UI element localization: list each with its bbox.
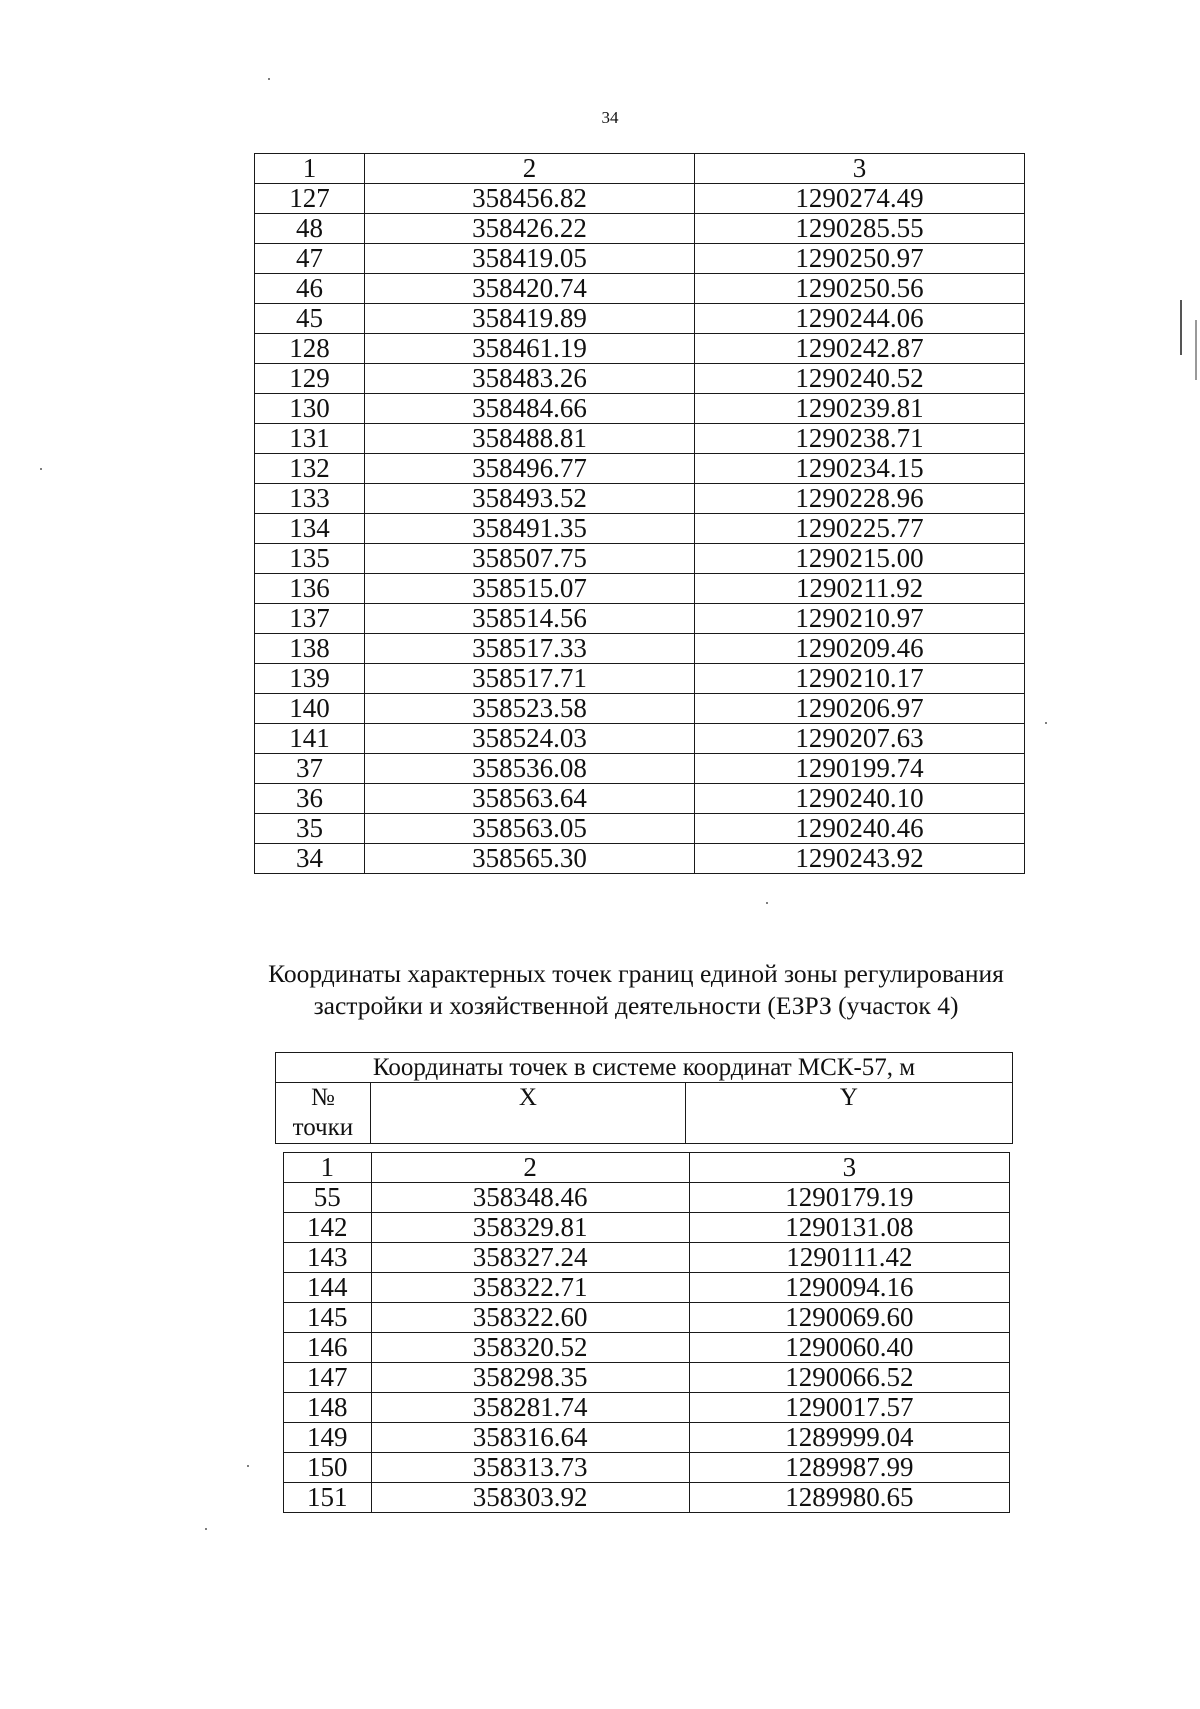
x-axis-header: X (370, 1083, 685, 1144)
y-coordinate-cell: 1289999.04 (689, 1423, 1009, 1453)
table-row (255, 544, 1025, 574)
y-coordinate-cell: 1290250.97 (695, 244, 1025, 274)
y-axis-header: Y (685, 1083, 1012, 1144)
zone-coordinates-table-header (275, 1052, 1013, 1144)
point-number-cell: 34 (255, 844, 365, 874)
table-row (255, 364, 1025, 394)
table-row (255, 574, 1025, 604)
axis-header-row (276, 1083, 1013, 1144)
y-coordinate-cell: 1289987.99 (689, 1453, 1009, 1483)
table-row (284, 1303, 1010, 1333)
table-row (255, 304, 1025, 334)
x-coordinate-cell: 358419.05 (365, 244, 695, 274)
table-row (255, 424, 1025, 454)
y-coordinate-cell: 1290179.19 (689, 1183, 1009, 1213)
point-number-cell: 128 (255, 334, 365, 364)
column-number-row (255, 154, 1025, 184)
y-coordinate-cell: 1290111.42 (689, 1243, 1009, 1273)
table-row (255, 694, 1025, 724)
point-number-cell: 36 (255, 784, 365, 814)
point-number-cell: 151 (284, 1483, 372, 1513)
table-row (284, 1393, 1010, 1423)
point-number-cell: 141 (255, 724, 365, 754)
y-coordinate-cell: 1290228.96 (695, 484, 1025, 514)
x-coordinate-cell: 358316.64 (371, 1423, 689, 1453)
point-number-cell: 47 (255, 244, 365, 274)
table-row (255, 724, 1025, 754)
zone-coordinates-table (283, 1152, 1010, 1513)
page-number: 34 (601, 108, 619, 127)
point-number-word: точки (292, 1114, 354, 1141)
x-coordinate-cell: 358524.03 (365, 724, 695, 754)
y-coordinate-cell: 1290239.81 (695, 394, 1025, 424)
y-coordinate-cell: 1290210.97 (695, 604, 1025, 634)
point-number-cell: 142 (284, 1213, 372, 1243)
x-coordinate-cell: 358517.71 (365, 664, 695, 694)
x-coordinate-cell: 358329.81 (371, 1213, 689, 1243)
x-coordinate-cell: 358419.89 (365, 304, 695, 334)
x-coordinate-cell: 358348.46 (371, 1183, 689, 1213)
x-coordinate-cell: 358536.08 (365, 754, 695, 784)
x-coordinate-cell: 358565.30 (365, 844, 695, 874)
x-coordinate-cell: 358563.64 (365, 784, 695, 814)
scan-speck (40, 468, 42, 470)
scan-speck (247, 1465, 249, 1467)
column-number-cell: 3 (689, 1153, 1009, 1183)
y-coordinate-cell: 1290094.16 (689, 1273, 1009, 1303)
coord-system-title-row (276, 1053, 1013, 1083)
table-row (284, 1483, 1010, 1513)
table-row (255, 634, 1025, 664)
x-coordinate-cell: 358320.52 (371, 1333, 689, 1363)
y-coordinate-cell: 1290250.56 (695, 274, 1025, 304)
column-number-cell: 3 (695, 154, 1025, 184)
y-coordinate-cell: 1290274.49 (695, 184, 1025, 214)
table-row (284, 1183, 1010, 1213)
table-row (255, 184, 1025, 214)
point-number-cell: 137 (255, 604, 365, 634)
y-coordinate-cell: 1290207.63 (695, 724, 1025, 754)
coordinates-table-body (255, 154, 1025, 874)
point-number-cell: 135 (255, 544, 365, 574)
y-coordinate-cell: 1290209.46 (695, 634, 1025, 664)
scan-speck (1045, 722, 1047, 724)
table-row (255, 244, 1025, 274)
y-coordinate-cell: 1290215.00 (695, 544, 1025, 574)
scan-speck (205, 1528, 207, 1530)
x-coordinate-cell: 358322.71 (371, 1273, 689, 1303)
point-number-cell: 146 (284, 1333, 372, 1363)
x-coordinate-cell: 358327.24 (371, 1243, 689, 1273)
table-row (255, 214, 1025, 244)
section-heading (236, 958, 1036, 1022)
scan-speck (1195, 320, 1197, 380)
y-coordinate-cell: 1290240.10 (695, 784, 1025, 814)
column-number-row (284, 1153, 1010, 1183)
y-coordinate-cell: 1290240.46 (695, 814, 1025, 844)
table-row (284, 1363, 1010, 1393)
point-number-cell: 150 (284, 1453, 372, 1483)
y-coordinate-cell: 1290199.74 (695, 754, 1025, 784)
point-number-cell: 149 (284, 1423, 372, 1453)
y-coordinate-cell: 1290131.08 (689, 1213, 1009, 1243)
table-row (284, 1333, 1010, 1363)
table-row (255, 784, 1025, 814)
point-number-cell: 138 (255, 634, 365, 664)
y-coordinate-cell: 1290225.77 (695, 514, 1025, 544)
y-coordinate-cell: 1290210.17 (695, 664, 1025, 694)
y-coordinate-cell: 1290017.57 (689, 1393, 1009, 1423)
y-coordinate-cell: 1290066.52 (689, 1363, 1009, 1393)
y-coordinate-cell: 1290060.40 (689, 1333, 1009, 1363)
y-coordinate-cell: 1290285.55 (695, 214, 1025, 244)
point-number-cell: 136 (255, 574, 365, 604)
x-coordinate-cell: 358426.22 (365, 214, 695, 244)
scan-speck (766, 902, 768, 904)
x-coordinate-cell: 358313.73 (371, 1453, 689, 1483)
point-number-cell: 131 (255, 424, 365, 454)
point-number-cell: 48 (255, 214, 365, 244)
table-row (284, 1213, 1010, 1243)
point-number-cell: 139 (255, 664, 365, 694)
table-row (255, 664, 1025, 694)
x-coordinate-cell: 358303.92 (371, 1483, 689, 1513)
zone-coordinates-table-body (284, 1153, 1010, 1513)
point-number-cell: 55 (284, 1183, 372, 1213)
point-number-cell: 133 (255, 484, 365, 514)
column-number-cell: 1 (255, 154, 365, 184)
column-number-cell: 2 (371, 1153, 689, 1183)
column-number-cell: 2 (365, 154, 695, 184)
table-row (284, 1453, 1010, 1483)
x-coordinate-cell: 358456.82 (365, 184, 695, 214)
y-coordinate-cell: 1290069.60 (689, 1303, 1009, 1333)
table-row (255, 484, 1025, 514)
x-coordinate-cell: 358420.74 (365, 274, 695, 304)
scan-speck (268, 78, 270, 80)
x-coordinate-cell: 358491.35 (365, 514, 695, 544)
table-row (255, 814, 1025, 844)
x-coordinate-cell: 358493.52 (365, 484, 695, 514)
point-number-cell: 132 (255, 454, 365, 484)
x-coordinate-cell: 358507.75 (365, 544, 695, 574)
y-coordinate-cell: 1290240.52 (695, 364, 1025, 394)
coordinates-table-continued (254, 153, 1025, 874)
x-coordinate-cell: 358523.58 (365, 694, 695, 724)
point-number-cell: 148 (284, 1393, 372, 1423)
scan-speck (1180, 300, 1182, 355)
x-coordinate-cell: 358514.56 (365, 604, 695, 634)
table-row (255, 844, 1025, 874)
x-coordinate-cell: 358515.07 (365, 574, 695, 604)
point-number-cell: 46 (255, 274, 365, 304)
section-heading-line-1: Координаты характерных точек границ единой зоны регулирования (268, 959, 1004, 988)
section-heading-line-2: застройки и хозяйственной деятельности (ЕЗРЗ (участок 4) (313, 991, 959, 1020)
y-coordinate-cell: 1290242.87 (695, 334, 1025, 364)
x-coordinate-cell: 358517.33 (365, 634, 695, 664)
point-number-cell: 145 (284, 1303, 372, 1333)
y-coordinate-cell: 1290238.71 (695, 424, 1025, 454)
x-coordinate-cell: 358461.19 (365, 334, 695, 364)
x-coordinate-cell: 358483.26 (365, 364, 695, 394)
point-number-cell: 45 (255, 304, 365, 334)
x-coordinate-cell: 358488.81 (365, 424, 695, 454)
x-coordinate-cell: 358563.05 (365, 814, 695, 844)
y-coordinate-cell: 1290206.97 (695, 694, 1025, 724)
y-coordinate-cell: 1290243.92 (695, 844, 1025, 874)
x-coordinate-cell: 358496.77 (365, 454, 695, 484)
point-number-cell: 147 (284, 1363, 372, 1393)
point-number-cell: 140 (255, 694, 365, 724)
point-number-cell: 144 (284, 1273, 372, 1303)
table-row (284, 1243, 1010, 1273)
x-coordinate-cell: 358322.60 (371, 1303, 689, 1333)
table-row (255, 394, 1025, 424)
column-number-cell: 1 (284, 1153, 372, 1183)
table-row (284, 1273, 1010, 1303)
point-number-cell: 127 (255, 184, 365, 214)
table-row (255, 454, 1025, 484)
point-number-cell: 37 (255, 754, 365, 784)
point-number-header (276, 1083, 371, 1144)
y-coordinate-cell: 1290211.92 (695, 574, 1025, 604)
table-row (255, 514, 1025, 544)
coord-system-title: Координаты точек в системе координат МСК-57, м (276, 1053, 1013, 1083)
y-coordinate-cell: 1290244.06 (695, 304, 1025, 334)
x-coordinate-cell: 358281.74 (371, 1393, 689, 1423)
table-row (255, 754, 1025, 784)
point-number-sign: № (310, 1084, 335, 1111)
table-row (255, 604, 1025, 634)
table-row (284, 1423, 1010, 1453)
point-number-cell: 130 (255, 394, 365, 424)
x-coordinate-cell: 358298.35 (371, 1363, 689, 1393)
y-coordinate-cell: 1289980.65 (689, 1483, 1009, 1513)
point-number-cell: 35 (255, 814, 365, 844)
table-row (255, 274, 1025, 304)
x-coordinate-cell: 358484.66 (365, 394, 695, 424)
point-number-cell: 129 (255, 364, 365, 394)
point-number-cell: 143 (284, 1243, 372, 1273)
table-row (255, 334, 1025, 364)
y-coordinate-cell: 1290234.15 (695, 454, 1025, 484)
point-number-cell: 134 (255, 514, 365, 544)
